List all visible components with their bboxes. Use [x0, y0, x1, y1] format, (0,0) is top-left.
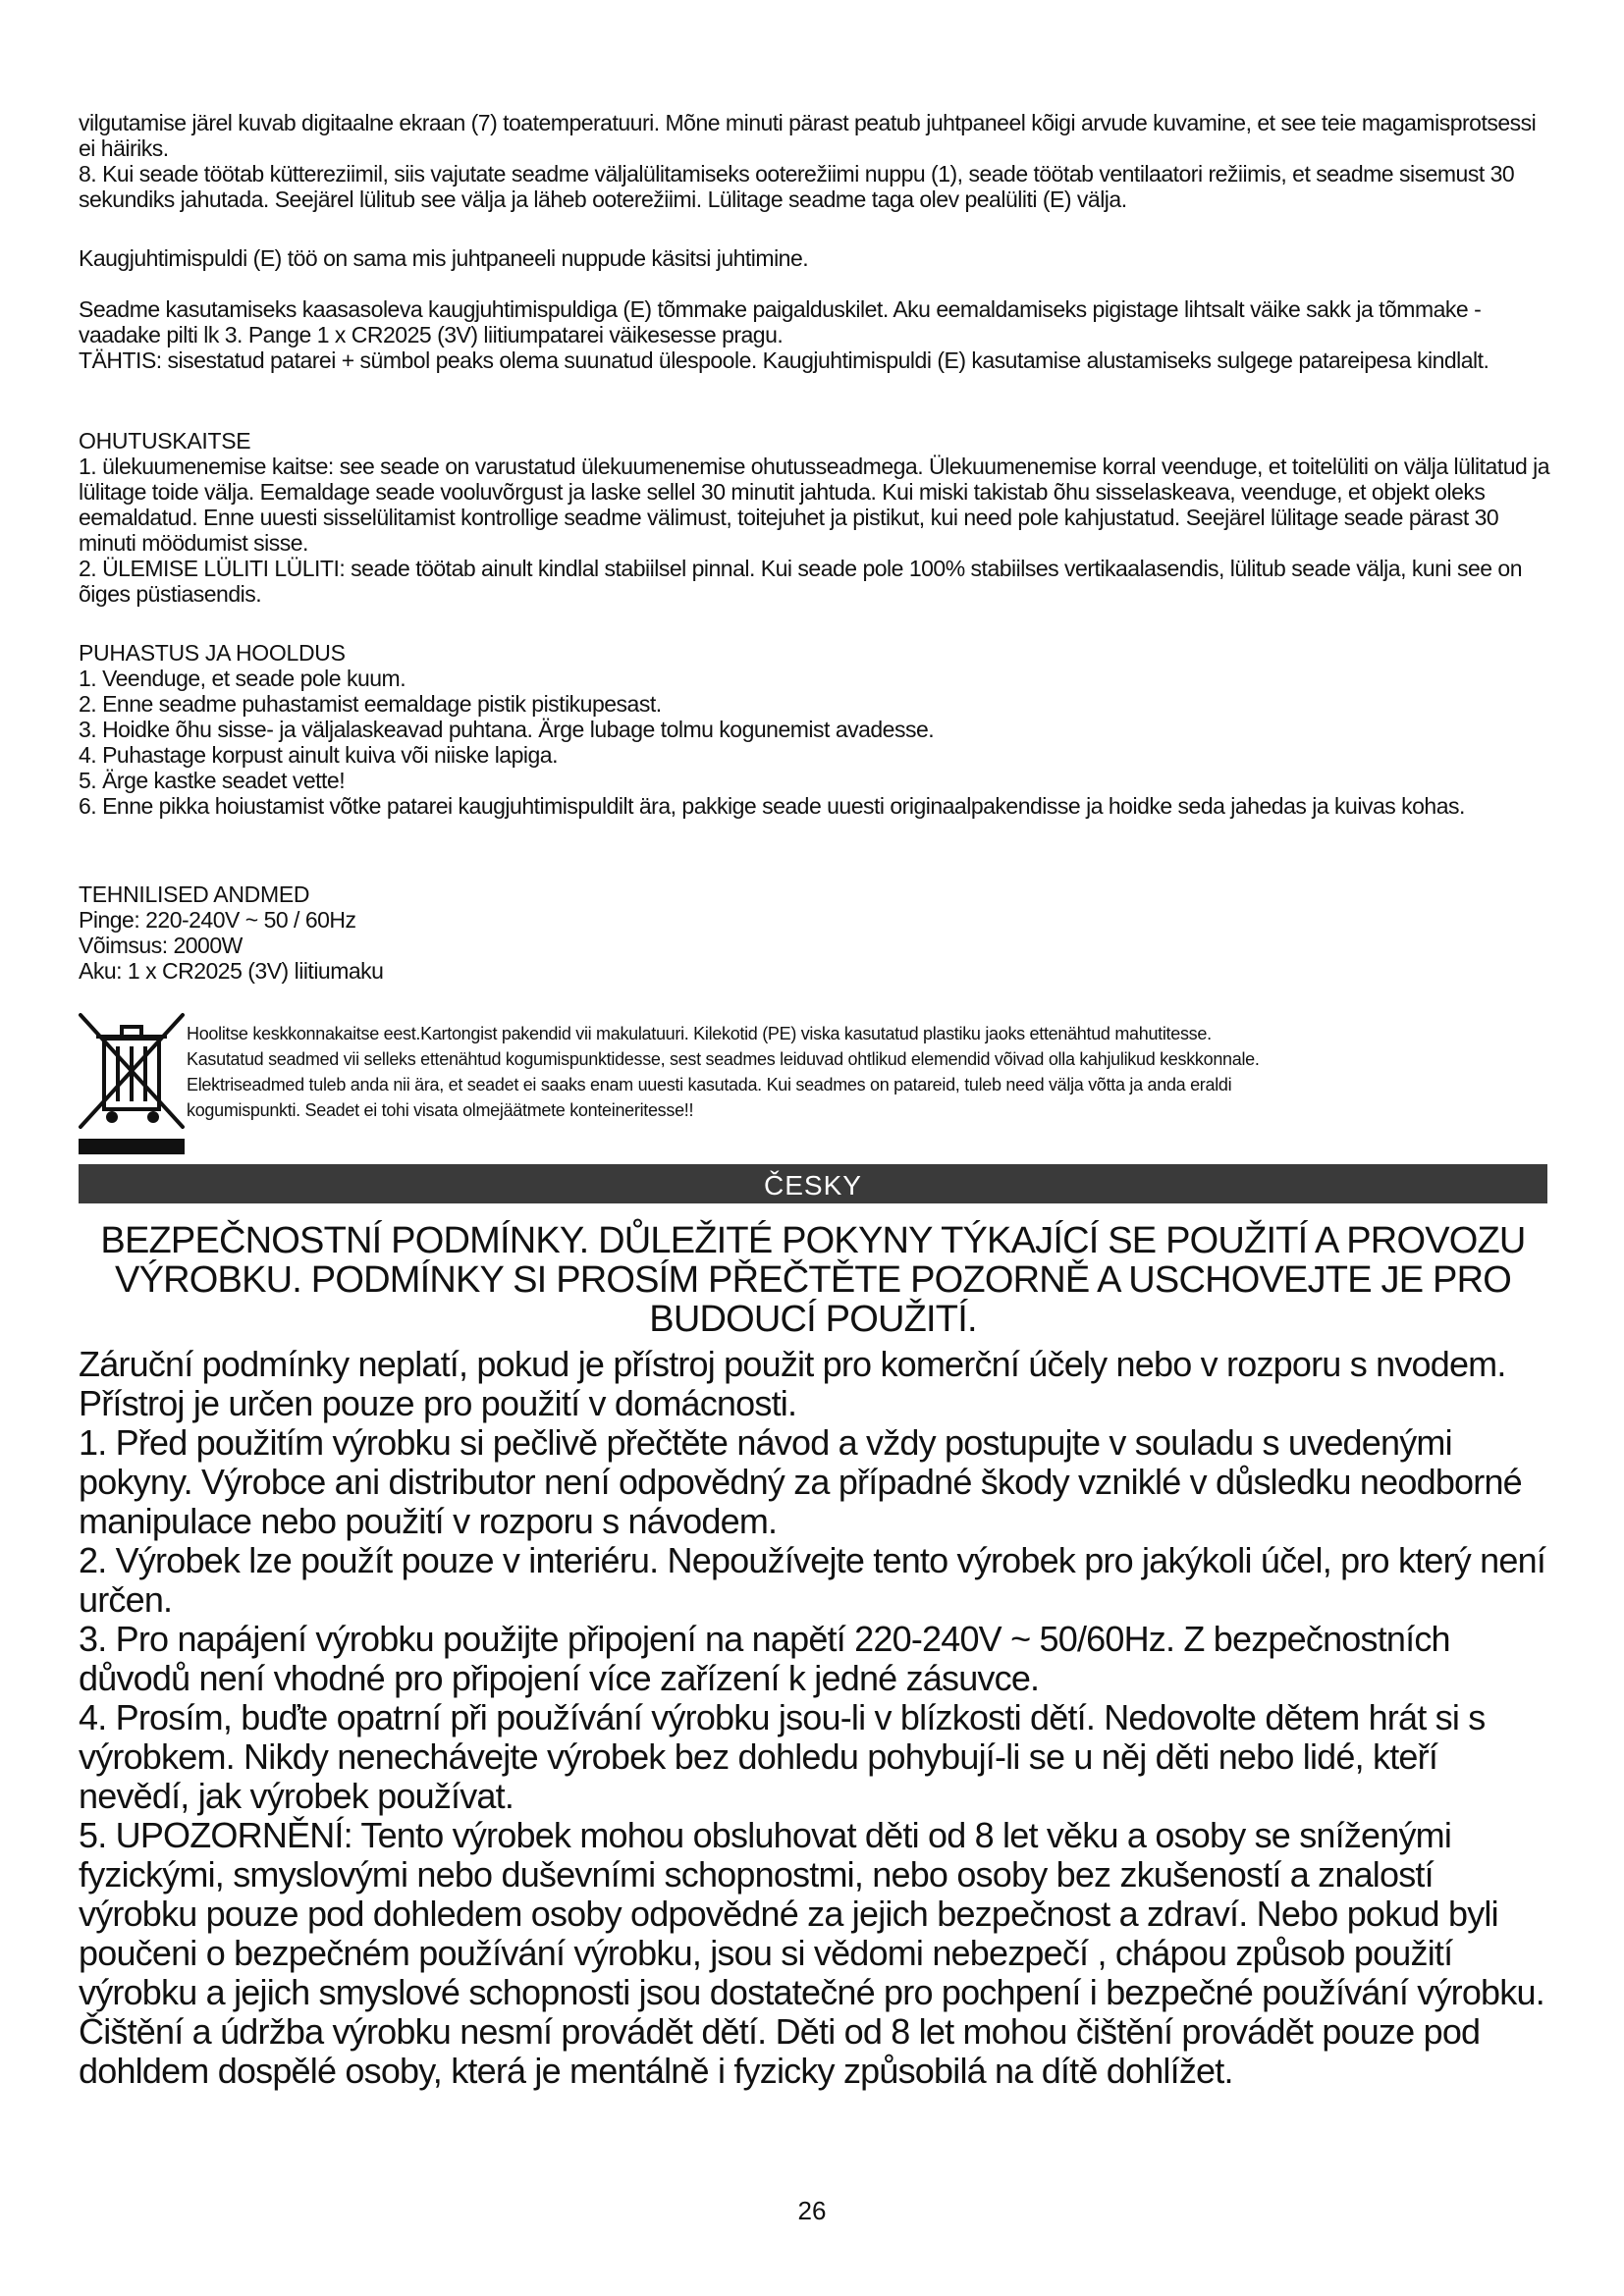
- spec-item: Pinge: 220-240V ~ 50 / 60Hz: [79, 907, 356, 933]
- intro-paragraph: 8. Kui seade töötab küttereziimil, siis vajutate seadme väljalülitamiseks ooterežiimi nuppu (1), seade töötab ventilaatori režiimis, et seadme sisemust 30 sekundiks jahutada. Seejärel lülitub see välja ja läheb ooterežiimi. Lülitage seadme taga olev pealüliti (E) välja.: [79, 161, 1515, 212]
- environment-line: Kasutatud seadmed vii selleks ettenähtud kogumispunktidesse, sest seadmes leiduvad ohtlikud elemendid võivad olla kahjulikud keskkonnale.: [187, 1049, 1260, 1069]
- czech-paragraph: Záruční podmínky neplatí, pokud je přístroj použit pro komerční účely nebo v rozporu s nvodem. Přístroj je určen pouze pro použití v domácnosti.: [79, 1344, 1506, 1423]
- czech-body: [79, 1345, 1551, 2091]
- specs-section: [79, 881, 1551, 984]
- estonian-intro: [79, 110, 1551, 212]
- remote-paragraph: Seadme kasutamiseks kaasasoleva kaugjuhtimispuldiga (E) tõmmake paigalduskilet. Aku eemaldamiseks pigistage lihtsalt väike sakk ja tõmmake - vaadake pilti lk 3. Pange 1 x CR2025 (3V) liitiumpatarei väikesesse pragu.: [79, 296, 1482, 347]
- czech-paragraph: Čištění a údržba výrobku nesmí provádět dětí. Děti od 8 let mohou čištění provádět pouze pod dohldem dospělé osoby, která je mentálně i fyzicky způsobilá na dítě dohlížet.: [79, 2011, 1481, 2091]
- safety-section: [79, 428, 1551, 607]
- page-number: 26: [797, 2196, 827, 2225]
- safety-item: 1. ülekuumenemise kaitse: see seade on varustatud ülekuumenemise ohutusseadmega. Ülekuumenemise korral veenduge, et toitelüliti on välja lülitatud ja lülitage toide välja. Eemaldage seade vooluvõrgust ja laske sellel 30 minutit jahtuda. Kui miski takistab õhu sisselaskeava, veenduge, et objekt oleks eemaldatud. Enne uuesti sisselülitamist kontrollige seadme välimust, toitejuhet ja pistikut, kui need pole kahjustatud. Seejärel lülitage seade pärast 30 minuti möödumist sisse.: [79, 454, 1550, 556]
- cleaning-item: 1. Veenduge, et seade pole kuum.: [79, 666, 406, 691]
- environment-notice: [77, 1011, 1569, 1160]
- czech-safety-title: BEZPEČNOSTNÍ PODMÍNKY. DŮLEŽITÉ POKYNY TÝKAJÍCÍ SE POUŽITÍ A PROVOZU VÝROBKU. PODMÍNKY SI PROSÍM PŘEČTĚTE POZORNĚ A USCHOVEJTE JE PRO BUDOUCÍ POUŽITÍ.: [100, 1220, 1526, 1340]
- spec-item: Võimsus: 2000W: [79, 933, 243, 958]
- czech-paragraph: 3. Pro napájení výrobku použijte připojení na napětí 220-240V ~ 50/60Hz. Z bezpečnostních důvodů není vhodné pro připojení více zařízení k jedné zásuvce.: [79, 1619, 1450, 1698]
- czech-paragraph: 4. Prosím, buďte opatrní při používání výrobku jsou-li v blízkosti dětí. Nedovolte dětem hrát si s výrobkem. Nikdy nenechávejte výrobek bez dohledu pohybují-li se u něj děti nebo lidé, kteří nevědí, jak výrobek používat.: [79, 1697, 1486, 1816]
- cleaning-item: 5. Ärge kastke seadet vette!: [79, 768, 346, 793]
- section-heading: PUHASTUS JA HOOLDUS: [79, 640, 346, 666]
- czech-paragraph: 1. Před použitím výrobku si pečlivě přečtěte návod a vždy postupujte v souladu s uvedenými pokyny. Výrobce ani distributor není odpovědný za případné škody vzniklé v důsledku neodborné manipulace nebo použití v rozporu s návodem.: [79, 1422, 1522, 1541]
- czech-paragraph: 2. Výrobek lze použít pouze v interiéru. Nepoužívejte tento výrobek pro jakýkoli účel, pro který není určen.: [79, 1540, 1546, 1620]
- cleaning-item: 3. Hoidke õhu sisse- ja väljalaskeavad puhtana. Ärge lubage tolmu kogunemist avadesse.: [79, 717, 935, 742]
- environment-line: kogumispunkti. Seadet ei tohi visata olmejäätmete konteineritesse!!: [187, 1100, 694, 1120]
- remote-paragraph: TÄHTIS: sisestatud patarei + sümbol peaks olema suunatud ülespoole. Kaugjuhtimispuldi (E) kasutamise alustamiseks sulgege patareipesa kindlalt.: [79, 347, 1489, 373]
- environment-text: [187, 1021, 1571, 1123]
- environment-line: Hoolitse keskkonnakaitse eest.Kartongist pakendid vii makulatuuri. Kilekotid (PE) viska kasutatud plastiku jaoks ettenähtud mahutitesse.: [187, 1024, 1212, 1043]
- cleaning-item: 2. Enne seadme puhastamist eemaldage pistik pistikupesast.: [79, 691, 662, 717]
- remote-paragraph: Kaugjuhtimispuldi (E) töö on sama mis juhtpaneeli nuppude käsitsi juhtimine.: [79, 245, 809, 271]
- spec-item: Aku: 1 x CR2025 (3V) liitiumaku: [79, 958, 384, 984]
- intro-paragraph: vilgutamise järel kuvab digitaalne ekraan (7) toatemperatuuri. Mõne minuti pärast peatub juhtpaneel kõigi arvude kuvamine, et see teie magamisprotsessi ei häiriks.: [79, 110, 1537, 161]
- section-heading: OHUTUSKAITSE: [79, 428, 251, 454]
- language-section-bar: ČESKY: [79, 1164, 1547, 1203]
- cleaning-item: 4. Puhastage korpust ainult kuiva või niiske lapiga.: [79, 742, 558, 768]
- cleaning-section: [79, 640, 1551, 819]
- czech-paragraph: 5. UPOZORNĚNÍ: Tento výrobek mohou obsluhovat děti od 8 let věku a osoby se sníženými fyzickými, smyslovými nebo duševními schopnostmi, nebo osoby bez zkušeností a znalostí výrobku pouze pod dohledem osoby odpovědné za jejich bezpečnost a zdraví. Nebo pokud byli poučeni o bezpečném používání výrobku, jsou si vědomi nebezpečí , chápou způsob použití výrobku a jejich smyslové schopnosti jsou dostatečné pro pochpení i bezpečné používání výrobku.: [79, 1815, 1544, 2012]
- safety-item: 2. ÜLEMISE LÜLITI LÜLITI: seade töötab ainult kindlal stabiilsel pinnal. Kui seade pole 100% stabiilses vertikaalasendis, lülitub seade välja, kuni see on õiges püstiasendis.: [79, 556, 1522, 607]
- remote-battery-note: [79, 296, 1551, 373]
- remote-control-note: [79, 245, 1551, 271]
- section-heading: TEHNILISED ANDMED: [79, 881, 310, 907]
- cleaning-item: 6. Enne pikka hoiustamist võtke patarei kaugjuhtimispuldilt ära, pakkige seade uuesti originaalpakendisse ja hoidke seda jahedas ja kuivas kohas.: [79, 793, 1465, 819]
- crossed-out-wheelie-bin-icon: [77, 1011, 187, 1160]
- environment-line: Elektriseadmed tuleb anda nii ära, et seadet ei saaks enam uuesti kasutada. Kui seadmes on patareid, tuleb need välja võtta ja anda eraldi: [187, 1075, 1232, 1095]
